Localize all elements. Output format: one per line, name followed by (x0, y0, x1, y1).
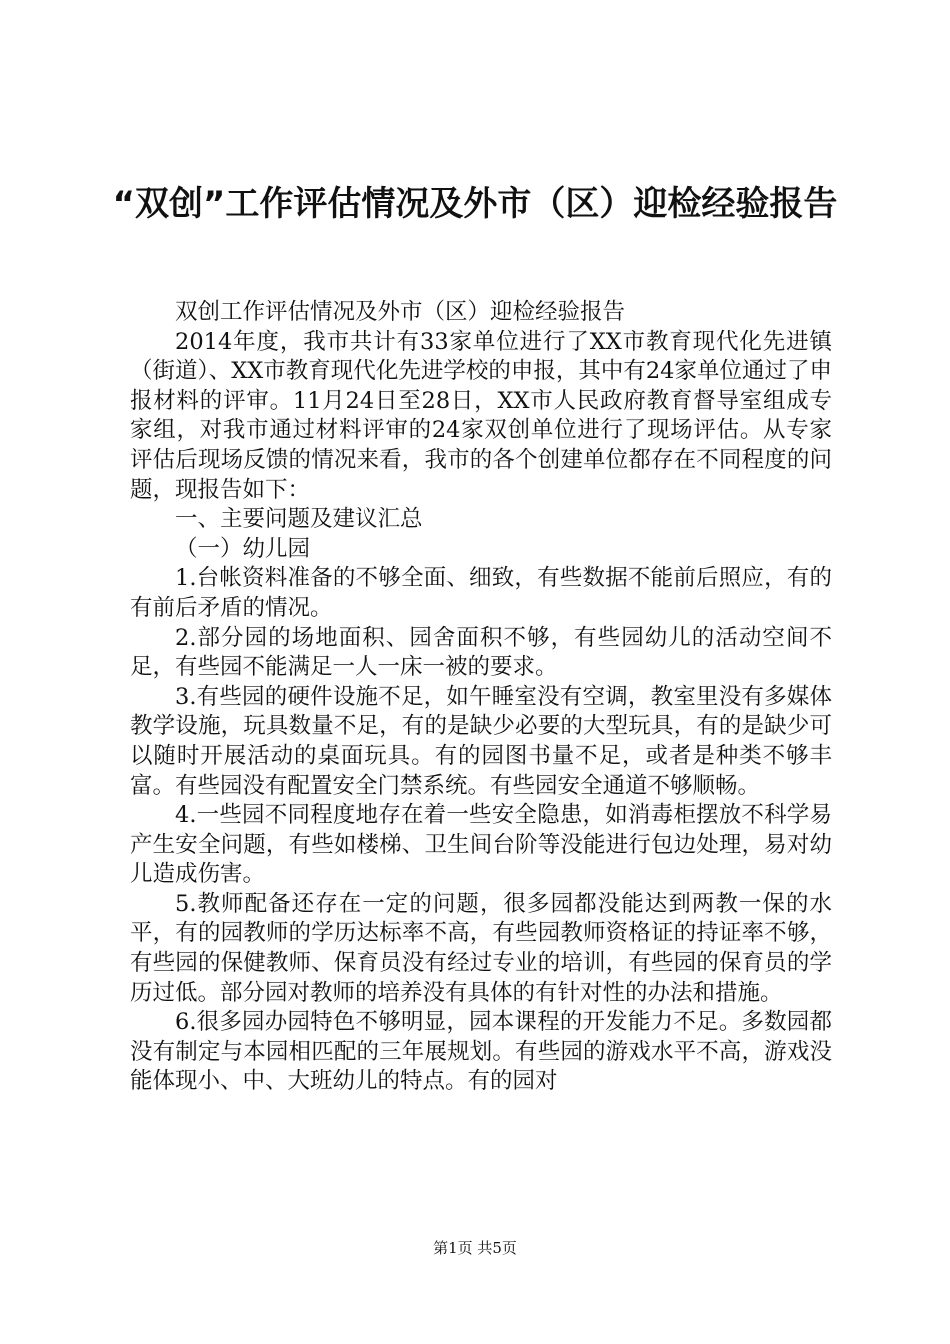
section-heading: 一、主要问题及建议汇总 (175, 506, 423, 533)
page-footer: 第1页 共5页 (433, 1239, 517, 1257)
subsection-heading: （一）幼儿园 (175, 535, 311, 562)
paragraph-item-2: 2.部分园的场地面积、园舍面积不够，有些园幼儿的活动空间不足，有些园不能满足一人一床一被的要求。 (130, 624, 832, 681)
paragraph-item-6: 6.很多园办园特色不够明显，园本课程的开发能力不足。多数园都没有制定与本园相匹配的三年展规划。有些园的游戏水平不高，游戏没能体现小、中、大班幼儿的特点。有的园对 (130, 1009, 832, 1095)
paragraph-item-1: 1.台帐资料准备的不够全面、细致，有些数据不能前后照应，有的有前后矛盾的情况。 (130, 565, 832, 621)
paragraph-subtitle: 双创工作评估情况及外市（区）迎检经验报告 (175, 299, 626, 325)
paragraph-item-4: 4.一些园不同程度地存在着一些安全隐患，如消毒柜摆放不科学易产生安全问题，有些如楼梯、卫生间台阶等没能进行包边处理，易对幼儿造成伤害。 (130, 802, 832, 888)
paragraph-item-5: 5.教师配备还存在一定的问题，很多园都没能达到两教一保的水平，有的园教师的学历达标率不高，有些园教师资格证的持证率不够，有些园的保健教师、保育员没有经过专业的培训，有些园的保育员的学历过低。部分园对教师的培养没有具体的有针对性的办法和措施。 (130, 890, 832, 1006)
paragraph-item-3: 3.有些园的硬件设施不足，如午睡室没有空调，教室里没有多媒体教学设施，玩具数量不足，有的是缺少必要的大型玩具，有的是缺少可以随时开展活动的桌面玩具。有的园图书量不足，或者是种类不够丰富。有些园没有配置安全门禁系统。有些园安全通道不够顺畅。 (130, 683, 832, 799)
paragraph-intro: 2014年度，我市共计有33家单位进行了XX市教育现代化先进镇（街道）、XX市教育现代化先进学校的申报，其中有24家单位通过了申报材料的评审。11月24日至28日，XX市人民政府教育督导室组成专家组，对我市通过材料评审的24家双创单位进行了现场评估。从专家评估后现场反馈的情况来看，我市的各个创建单位都存在不同程度的问题，现报告如下： (130, 328, 832, 503)
document-title: “双创”工作评估情况及外市（区）迎检经验报告 (112, 184, 838, 224)
document-body (130, 298, 832, 1097)
